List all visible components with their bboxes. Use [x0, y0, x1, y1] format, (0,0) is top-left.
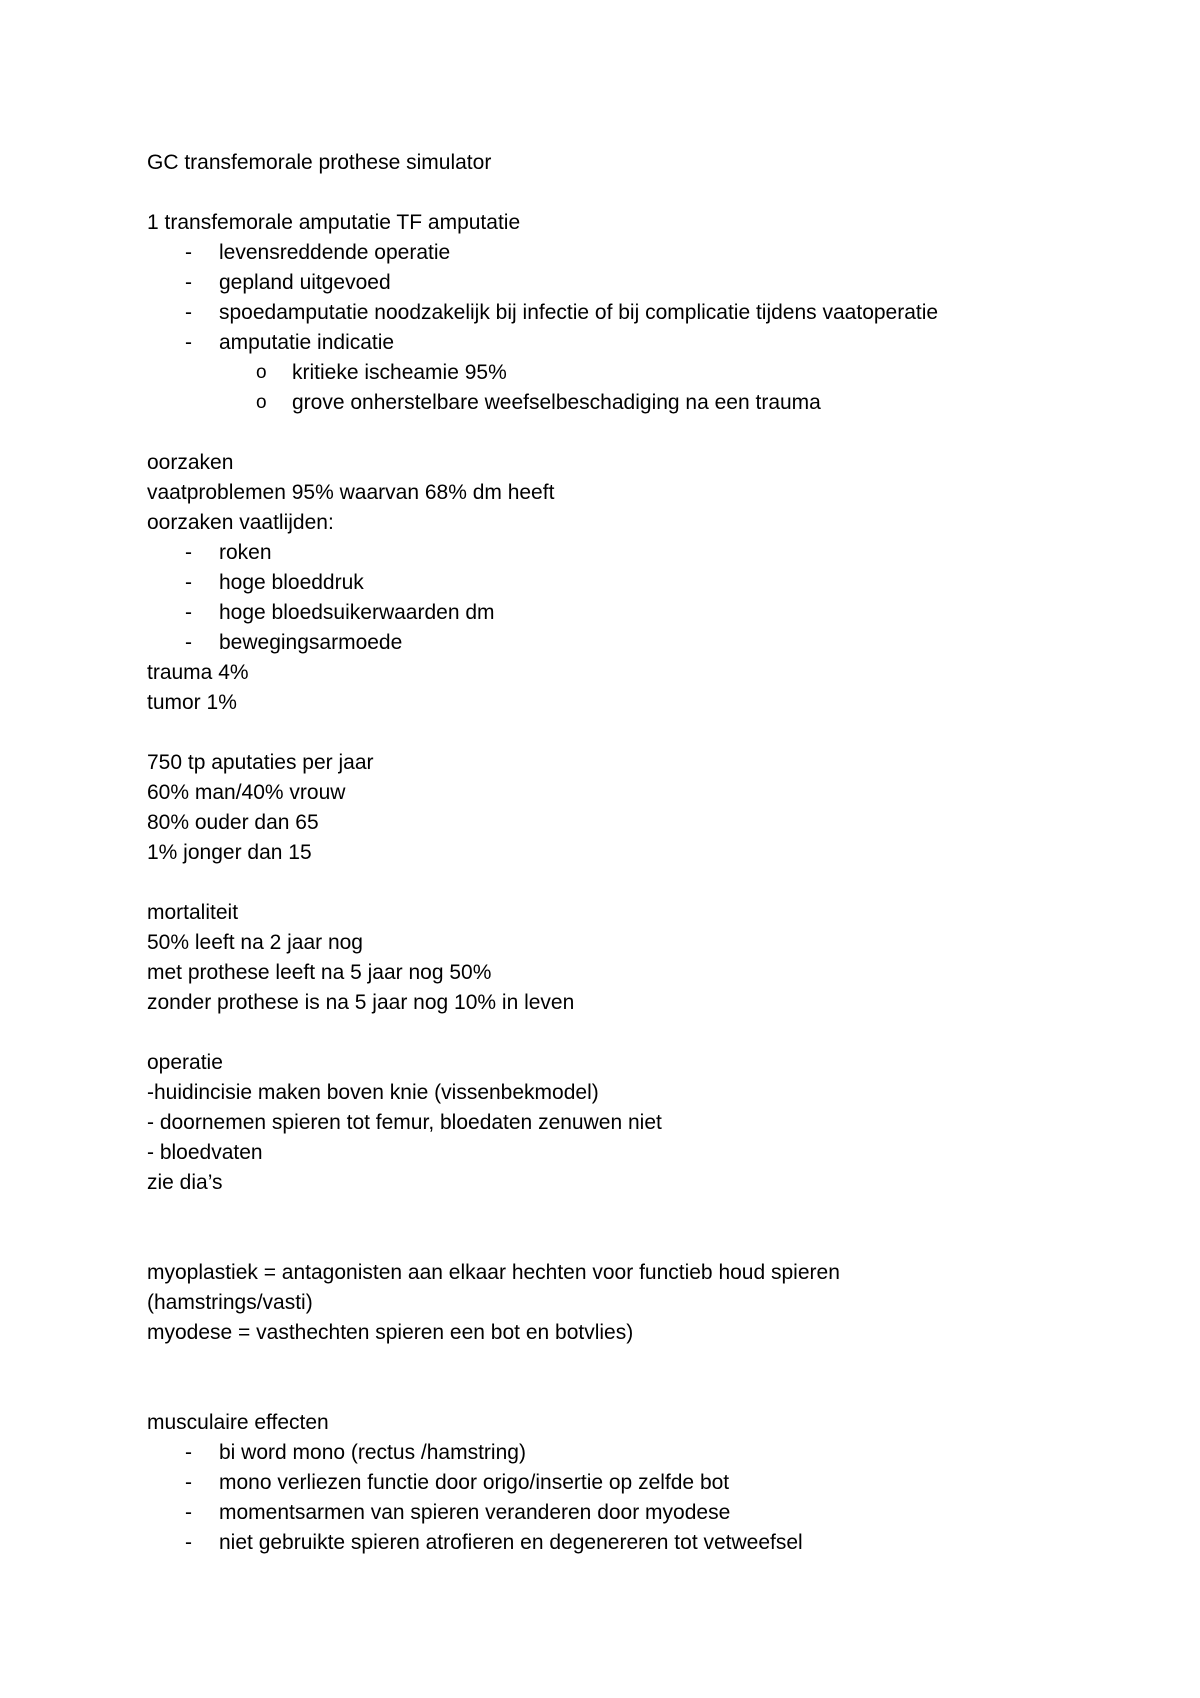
list-item [147, 598, 1200, 628]
dash-marker: - [185, 1531, 192, 1554]
list-item-text: amputatie indicatie [219, 331, 395, 354]
dash-marker: - [185, 1471, 192, 1494]
list-item [147, 538, 1200, 568]
dash-marker: - [185, 571, 192, 594]
dash-marker: - [185, 1501, 192, 1524]
list-item [147, 1498, 1200, 1528]
list-item-text: hoge bloeddruk [219, 571, 364, 594]
text-line: trauma 4% [147, 661, 249, 684]
list-item [147, 328, 1200, 358]
dash-marker: - [185, 301, 192, 324]
text-line: met prothese leeft na 5 jaar nog 50% [147, 961, 492, 984]
dash-marker: - [185, 541, 192, 564]
text-line: 1% jonger dan 15 [147, 841, 312, 864]
dash-marker: - [185, 241, 192, 264]
text-line: 50% leeft na 2 jaar nog [147, 931, 363, 954]
list-item [147, 1468, 1200, 1498]
text-line: myodese = vasthechten spieren een bot en botvlies) [147, 1321, 634, 1344]
section-heading-oorzaken: oorzaken [147, 451, 234, 474]
list-item [147, 568, 1200, 598]
list-item-text: spoedamputatie noodzakelijk bij infectie of bij complicatie tijdens vaatoperatie [219, 301, 939, 324]
dash-marker: - [185, 631, 192, 654]
section-heading-amputatie: 1 transfemorale amputatie TF amputatie [147, 211, 521, 234]
list-item [147, 238, 1200, 268]
sub-list-item-text: grove onherstelbare weefselbeschadiging na een trauma [292, 391, 821, 414]
text-line: (hamstrings/vasti) [147, 1291, 313, 1314]
text-line: 80% ouder dan 65 [147, 811, 319, 834]
dash-marker: - [185, 331, 192, 354]
text-line: zie dia’s [147, 1171, 223, 1194]
list-item-text: niet gebruikte spieren atrofieren en degenereren tot vetweefsel [219, 1531, 803, 1554]
text-line: oorzaken vaatlijden: [147, 511, 334, 534]
list-item-text: momentsarmen van spieren veranderen door myodese [219, 1501, 731, 1524]
list-item [147, 298, 1200, 328]
sub-list-item [147, 358, 1200, 388]
list-item-text: bewegingsarmoede [219, 631, 403, 654]
section-heading-mortaliteit: mortaliteit [147, 901, 239, 924]
dash-marker: - [185, 271, 192, 294]
text-line: - bloedvaten [147, 1141, 263, 1164]
list-item-text: levensreddende operatie [219, 241, 451, 264]
sub-list-item-text: kritieke ischeamie 95% [292, 361, 507, 384]
document-title: GC transfemorale prothese simulator [147, 151, 492, 174]
list-item [147, 1438, 1200, 1468]
list-item-text: hoge bloedsuikerwaarden dm [219, 601, 495, 624]
text-line: -huidincisie maken boven knie (vissenbekmodel) [147, 1081, 599, 1104]
list-item [147, 268, 1200, 298]
section-heading-operatie: operatie [147, 1051, 223, 1074]
text-line: 60% man/40% vrouw [147, 781, 346, 804]
section-heading-musculaire-effecten: musculaire effecten [147, 1411, 329, 1434]
list-item-text: roken [219, 541, 272, 564]
text-line: 750 tp aputaties per jaar [147, 751, 374, 774]
dash-marker: - [185, 601, 192, 624]
list-item-text: bi word mono (rectus /hamstring) [219, 1441, 526, 1464]
text-line: myoplastiek = antagonisten aan elkaar hechten voor functieb houd spieren [147, 1261, 840, 1284]
list-item-text: mono verliezen functie door origo/insertie op zelfde bot [219, 1471, 730, 1494]
sub-list-item [147, 388, 1200, 418]
text-line: tumor 1% [147, 691, 237, 714]
list-item [147, 628, 1200, 658]
text-line: zonder prothese is na 5 jaar nog 10% in leven [147, 991, 575, 1014]
list-item [147, 1528, 1200, 1558]
circle-marker: o [256, 362, 267, 383]
text-line: - doornemen spieren tot femur, bloedaten zenuwen niet [147, 1111, 662, 1134]
list-item-text: gepland uitgevoed [219, 271, 391, 294]
text-line: vaatproblemen 95% waarvan 68% dm heeft [147, 481, 555, 504]
dash-marker: - [185, 1441, 192, 1464]
circle-marker: o [256, 392, 267, 413]
